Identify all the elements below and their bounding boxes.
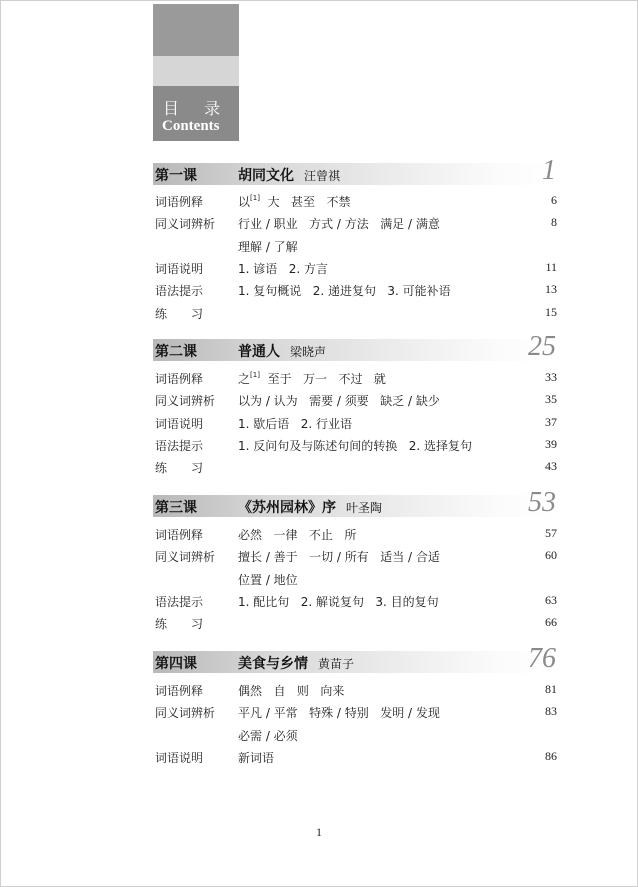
lesson-header-bar [153,651,557,673]
footnote-marker: [1] [250,371,260,379]
entry-text[interactable] [238,437,472,454]
lesson-title[interactable] [238,165,340,185]
entry-page-number: 39 [545,437,557,451]
entry-page-number: 13 [545,282,557,296]
entry-page-number: 37 [545,415,557,429]
lesson-start-page: 25 [528,331,556,362]
entry-label: 词语例释 [155,684,204,698]
entry-label: 词语例释 [155,528,204,542]
lesson-title-text[interactable]: 胡同文化 [238,168,294,184]
entry-items: 行业 / 职业 方式 / 方法 满足 / 满意 [238,217,440,231]
entry-text[interactable] [238,238,298,255]
entry-items: 必然 一律 不止 所 [238,528,357,542]
entry-page-number: 6 [551,193,557,207]
entry-page-number: 15 [545,305,557,319]
lesson-number: 第四课 [155,656,197,672]
footnote-marker: [1] [250,194,260,202]
entry-items: 新词语 [238,751,275,765]
entry-text[interactable] [238,593,439,610]
entry-label: 语法提示 [155,595,204,609]
lesson-number: 第一课 [155,168,197,184]
entry-page-number: 83 [545,704,557,718]
lesson-author: 梁晓声 [290,345,327,359]
lesson-title[interactable] [238,341,326,361]
entry-page-number: 57 [545,526,557,540]
entry-page-number: 33 [545,370,557,384]
entry-label: 练 习 [155,307,204,321]
lesson-title-text[interactable]: 普通人 [238,344,280,360]
entry-prefix: 以 [238,195,251,209]
entry-items: 至于 万一 不过 就 [259,372,386,386]
lesson-author: 汪曾祺 [304,169,341,183]
lesson-number: 第二课 [155,344,197,360]
lesson-start-page: 53 [528,487,556,518]
entry-page-number: 11 [545,260,557,274]
entry-text[interactable] [238,392,440,409]
entry-text[interactable] [238,370,386,387]
entry-items: 1. 反问句及与陈述句间的转换 2. 选择复句 [238,439,472,453]
lesson-title[interactable] [238,653,354,673]
entry-page-number: 43 [545,459,557,473]
lesson-header-bar [153,163,557,185]
entry-text[interactable] [238,548,440,565]
entry-text[interactable] [238,571,298,588]
entry-page-number: 66 [545,615,557,629]
entry-items: 以为 / 认为 需要 / 须要 缺乏 / 缺少 [238,394,440,408]
entry-page-number: 35 [545,392,557,406]
entry-label: 语法提示 [155,284,204,298]
page-number: 1 [316,825,322,839]
entry-label: 同义词辨析 [155,394,216,408]
lesson-number: 第三课 [155,500,197,516]
entry-text[interactable] [238,415,352,432]
entry-label: 词语例释 [155,372,204,386]
lesson-title-text[interactable]: 《苏州园林》序 [238,500,336,516]
entry-page-number: 81 [545,682,557,696]
entry-page-number: 63 [545,593,557,607]
entry-items: 擅长 / 善于 一切 / 所有 适当 / 合适 [238,550,440,564]
entry-label: 词语说明 [155,751,204,765]
entry-text[interactable] [238,282,451,299]
header-block-top [153,4,239,56]
entry-label: 同义词辨析 [155,550,216,564]
lesson-author: 叶圣陶 [346,501,383,515]
contents-title-cn: 目 录 [163,99,231,118]
entry-items: 理解 / 了解 [238,240,298,254]
entry-items: 1. 复句概说 2. 递进复句 3. 可能补语 [238,284,451,298]
entry-text[interactable] [238,682,344,699]
entry-label: 词语说明 [155,262,204,276]
entry-label: 练 习 [155,617,204,631]
lesson-header-bar [153,339,557,361]
entry-text[interactable] [238,727,298,744]
entry-items: 必需 / 必须 [238,729,298,743]
entry-text[interactable] [238,215,440,232]
entry-items: 1. 歇后语 2. 行业语 [238,417,352,431]
entry-label: 同义词辨析 [155,217,216,231]
entry-text[interactable] [238,260,328,277]
entry-items: 大 甚至 不禁 [259,195,351,209]
lesson-title-text[interactable]: 美食与乡情 [238,656,308,672]
lesson-start-page: 76 [528,643,556,674]
entry-label: 语法提示 [155,439,204,453]
contents-title-en: Contents [162,118,220,134]
entry-prefix: 之 [238,372,251,386]
entry-text[interactable] [238,749,274,766]
header-block-middle [153,56,239,86]
lesson-author: 黄苗子 [318,657,355,671]
entry-items: 位置 / 地位 [238,573,298,587]
entry-items: 1. 配比句 2. 解说复句 3. 目的复句 [238,595,439,609]
lesson-title[interactable] [238,497,382,517]
entry-page-number: 8 [551,215,557,229]
entry-page-number: 60 [545,548,557,562]
entry-label: 同义词辨析 [155,706,216,720]
entry-label: 词语例释 [155,195,204,209]
entry-text[interactable] [238,526,356,543]
entry-page-number: 86 [545,749,557,763]
entry-text[interactable] [238,193,350,210]
entry-items: 1. 谚语 2. 方言 [238,262,328,276]
entry-text[interactable] [238,704,440,721]
entry-label: 练 习 [155,461,204,475]
entry-label: 词语说明 [155,417,204,431]
entry-items: 偶然 自 则 向来 [238,684,345,698]
entry-items: 平凡 / 平常 特殊 / 特别 发明 / 发现 [238,706,440,720]
lesson-start-page: 1 [542,155,556,186]
